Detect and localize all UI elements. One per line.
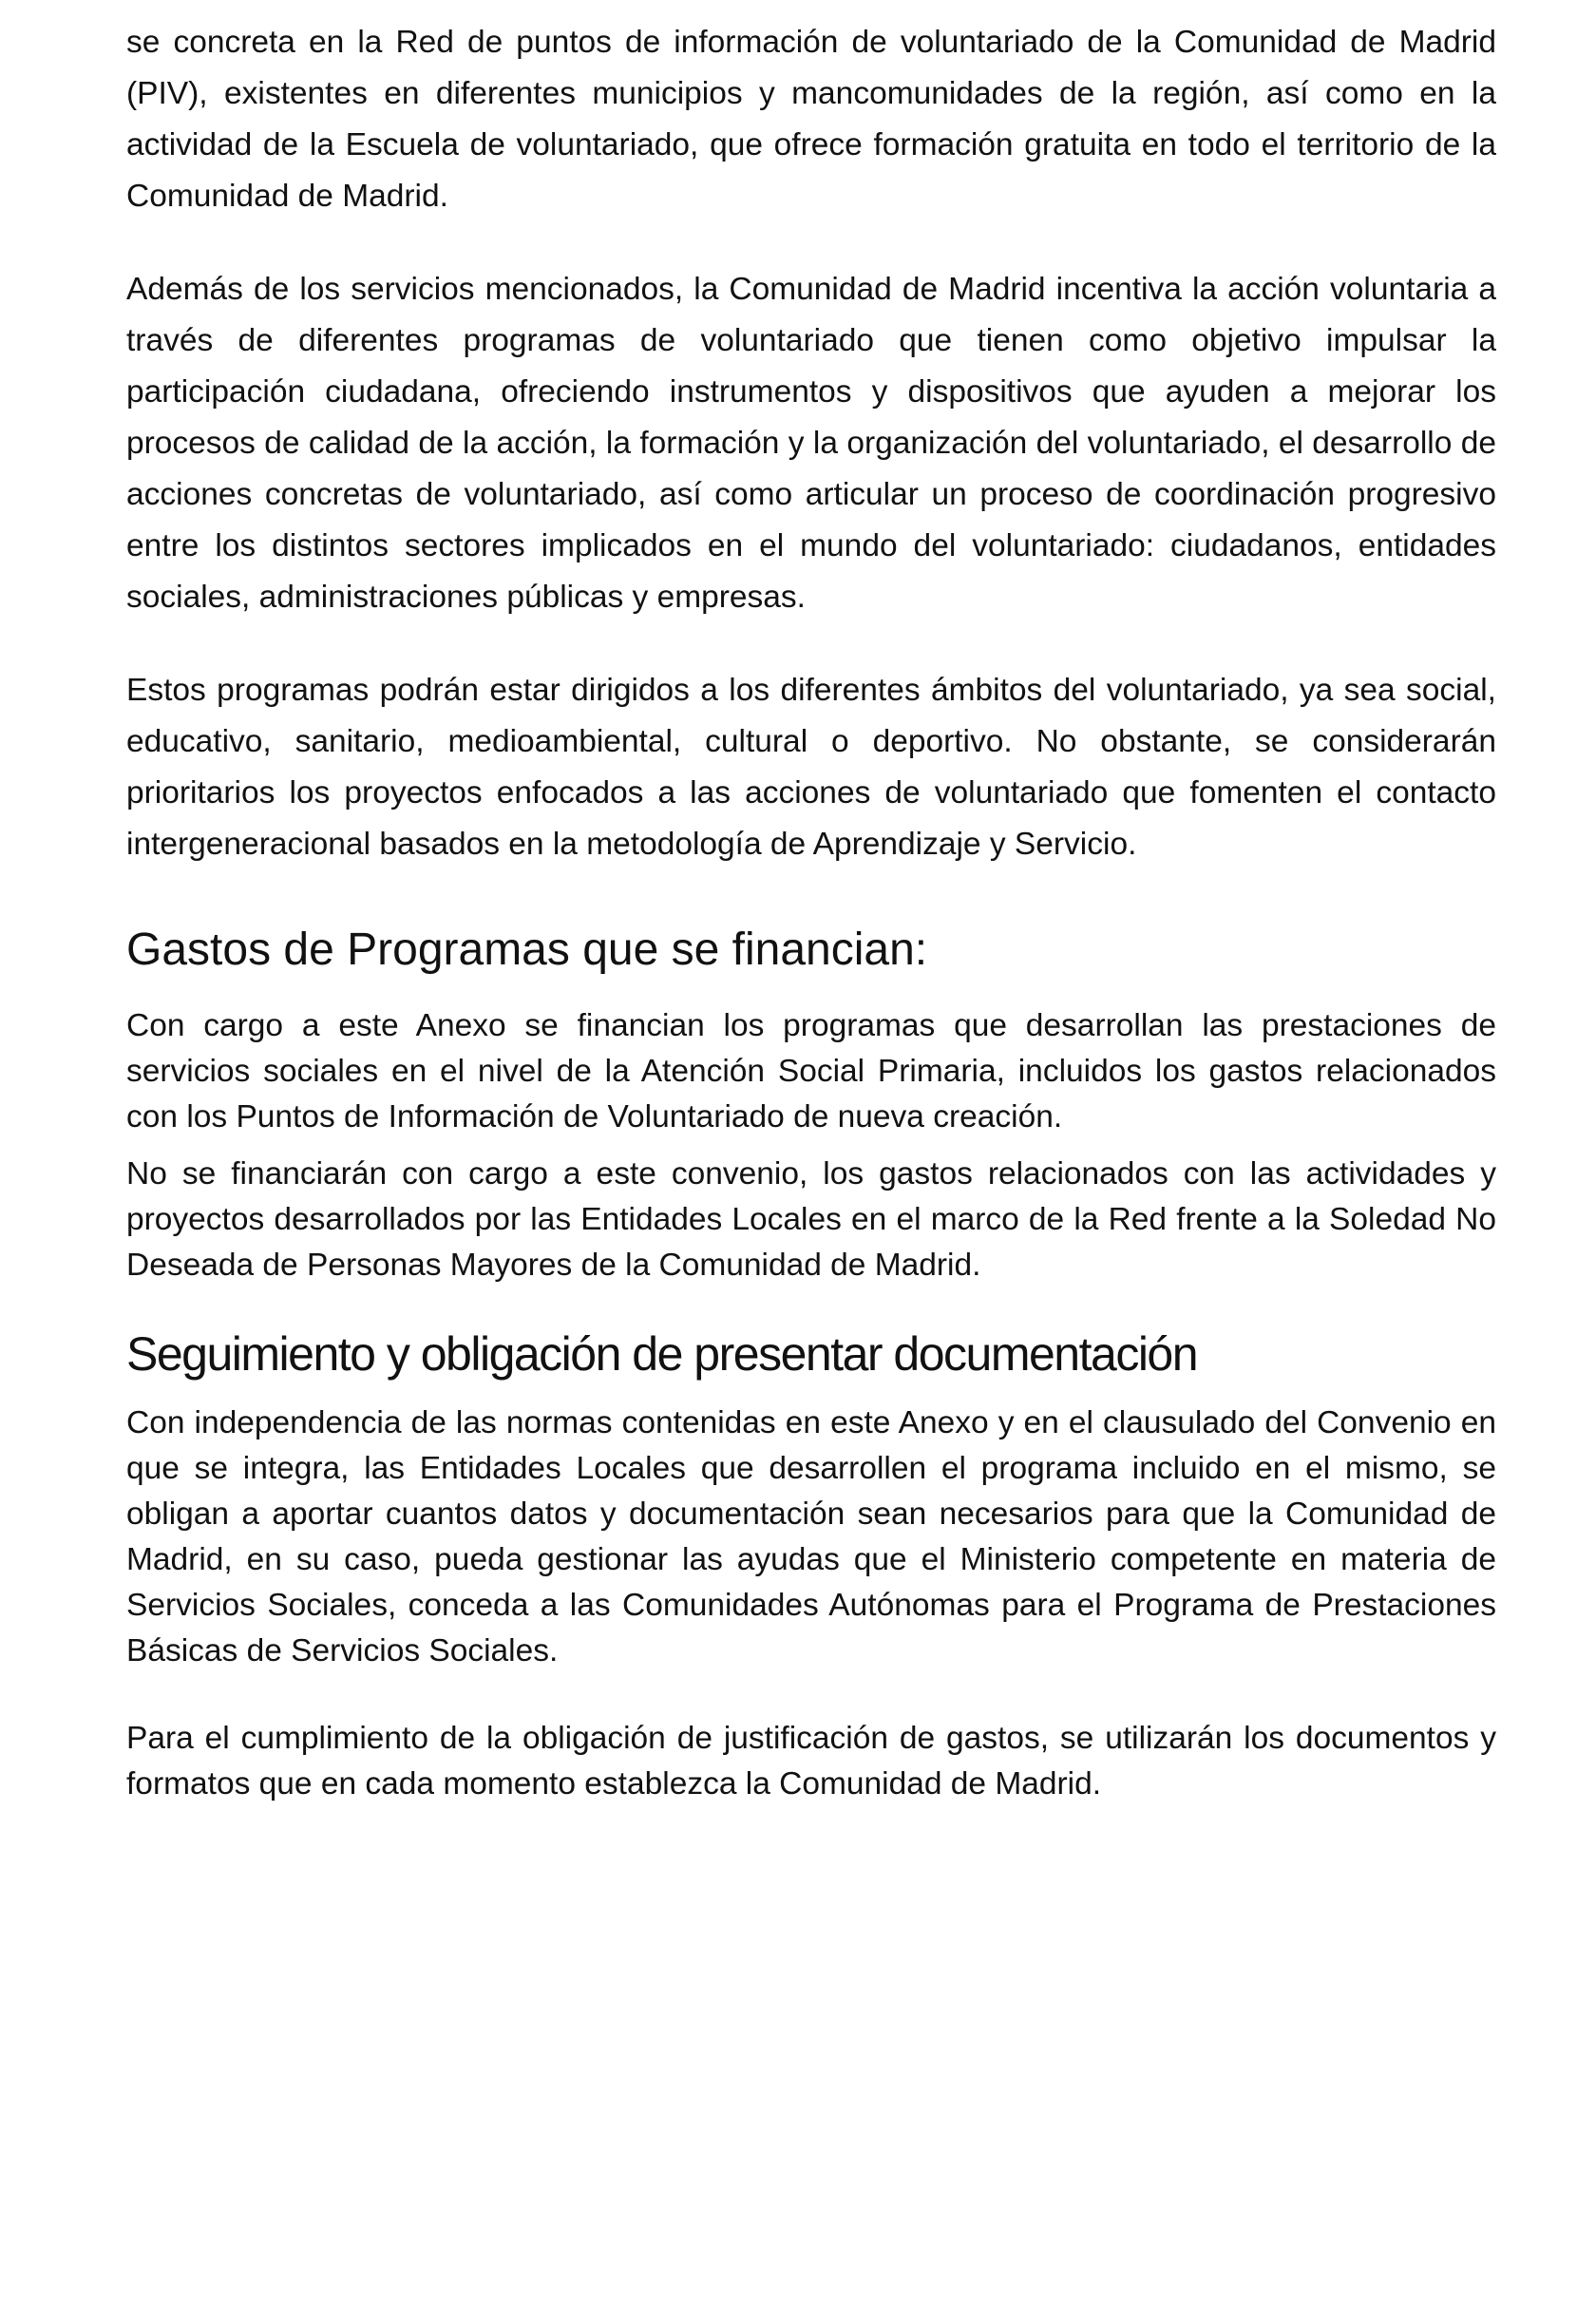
heading-seguimiento: Seguimiento y obligación de presentar documentación xyxy=(126,1327,1198,1381)
paragraph-gastos-financian: Con cargo a este Anexo se financian los programas que desarrollan las prestaciones de servicios sociales en el nivel de la Atención Social Primaria, incluidos los gastos relacionados con los Puntos de Información de Voluntariado de nueva creación. xyxy=(126,1008,1496,1134)
paragraph-piv: se concreta en la Red de puntos de información de voluntariado de la Comunidad de Madrid (PIV), existentes en diferentes municipios y mancomunidades de la región, así como en la actividad de la Escuela de voluntariado, que ofrece formación gratuita en todo el territorio de la Comunidad de Madrid. xyxy=(126,25,1496,214)
document-body xyxy=(126,17,1496,1807)
paragraph-gastos-no-financian: No se financiarán con cargo a este convenio, los gastos relacionados con las actividades y proyectos desarrollados por las Entidades Locales en el marco de la Red frente a la Soledad No Deseada de Personas Mayores de la Comunidad de Madrid. xyxy=(126,1156,1496,1283)
paragraph-ambitos: Estos programas podrán estar dirigidos a los diferentes ámbitos del voluntariado, ya sea social, educativo, sanitario, medioambiental, cultural o deportivo. No obstante, se considerarán prioritarios los proyectos enfocados a las acciones de voluntariado que fomenten el contacto intergeneracional basados en la metodología de Aprendizaje y Servicio. xyxy=(126,673,1496,862)
paragraph-programas-voluntariado: Además de los servicios mencionados, la Comunidad de Madrid incentiva la acción voluntaria a través de diferentes programas de voluntariado que tienen como objetivo impulsar la participación ciudadana, ofreciendo instrumentos y dispositivos que ayuden a mejorar los procesos de calidad de la acción, la formación y la organización del voluntariado, el desarrollo de acciones concretas de voluntariado, así como articular un proceso de coordinación progresivo entre los distintos sectores implicados en el mundo del voluntariado: ciudadanos, entidades sociales, administraciones públicas y empresas. xyxy=(126,272,1496,615)
paragraph-seguimiento-obligacion: Con independencia de las normas contenidas en este Anexo y en el clausulado del Convenio en que se integra, las Entidades Locales que desarrollen el programa incluido en el mismo, se obligan a aportar cuantos datos y documentación sean necesarios para que la Comunidad de Madrid, en su caso, pueda gestionar las ayudas que el Ministerio competente en materia de Servicios Sociales, conceda a las Comunidades Autónomas para el Programa de Prestaciones Básicas de Servicios Sociales. xyxy=(126,1405,1496,1668)
paragraph-justificacion: Para el cumplimiento de la obligación de justificación de gastos, se utilizarán los documentos y formatos que en cada momento establezca la Comunidad de Madrid. xyxy=(126,1721,1496,1802)
heading-gastos-programas: Gastos de Programas que se financian: xyxy=(126,925,928,975)
